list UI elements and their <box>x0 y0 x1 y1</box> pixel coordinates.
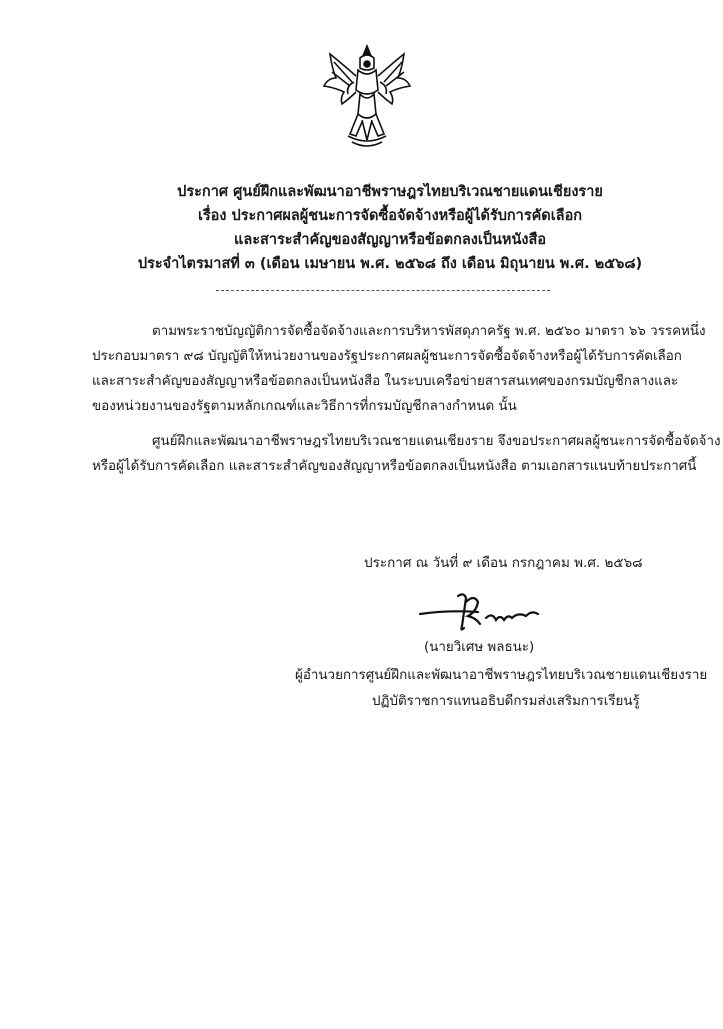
paragraph-line: และสาระสำคัญของสัญญาหรือข้อตกลงเป็นหนังสือ ในระบบเครือข่ายสารสนเทศของกรมบัญชีกลางและ <box>92 374 679 389</box>
paragraph-line: ตามพระราชบัญญัติการจัดซื้อจัดจ้างและการบริหารพัสดุภาครัฐ พ.ศ. ๒๕๖๐ มาตรา ๖๖ วรรคหนึ่ง <box>152 324 706 339</box>
signatory-name: (นายวิเศษ พลธนะ) <box>424 640 535 655</box>
paragraph-line: หรือผู้ได้รับการคัดเลือก และสาระสำคัญของสัญญาหรือข้อตกลงเป็นหนังสือ ตามเอกสารแนบท้ายประกาศนี้ <box>92 459 697 474</box>
paragraph-line: ศูนย์ฝึกและพัฒนาอาชีพราษฎรไทยบริเวณชายแดนเชียงราย จึงขอประกาศผลผู้ชนะการจัดซื้อจัดจ้าง <box>152 434 721 449</box>
signatory-acting-for: ปฏิบัติราชการแทนอธิบดีกรมส่งเสริมการเรียนรู้ <box>372 694 640 709</box>
garuda-emblem <box>322 42 412 154</box>
paragraph-line: ประกอบมาตรา ๙๘ บัญญัติให้หน่วยงานของรัฐประกาศผลผู้ชนะการจัดซื้อจัดจ้างหรือผู้ได้รับการคัดเลือก <box>92 349 682 364</box>
announcement-period: ประจำไตรมาสที่ ๓ (เดือน เมษายน พ.ศ. ๒๕๖๘ ถึง เดือน มิถุนายน พ.ศ. ๒๕๖๘) <box>137 256 643 272</box>
announcement-subject: เรื่อง ประกาศผลผู้ชนะการจัดซื้อจัดจ้างหรือผู้ได้รับการคัดเลือก <box>197 208 583 224</box>
announcement-date: ประกาศ ณ วันที่ ๙ เดือน กรกฎาคม พ.ศ. ๒๕๖๘ <box>364 555 643 571</box>
signatory-position: ผู้อำนวยการศูนย์ฝึกและพัฒนาอาชีพราษฎรไทยบริเวณชายแดนเชียงราย <box>295 668 708 683</box>
handwritten-signature <box>418 588 548 634</box>
announcement-subject-cont: และสาระสำคัญของสัญญาหรือข้อตกลงเป็นหนังสือ <box>233 232 547 248</box>
announcement-title: ประกาศ ศูนย์ฝึกและพัฒนาอาชีพราษฎรไทยบริเวณชายแดนเชียงราย <box>177 184 603 200</box>
paragraph-line: ของหน่วยงานของรัฐตามหลักเกณฑ์และวิธีการที่กรมบัญชีกลางกำหนด นั้น <box>92 399 517 414</box>
separator-line <box>216 290 550 291</box>
